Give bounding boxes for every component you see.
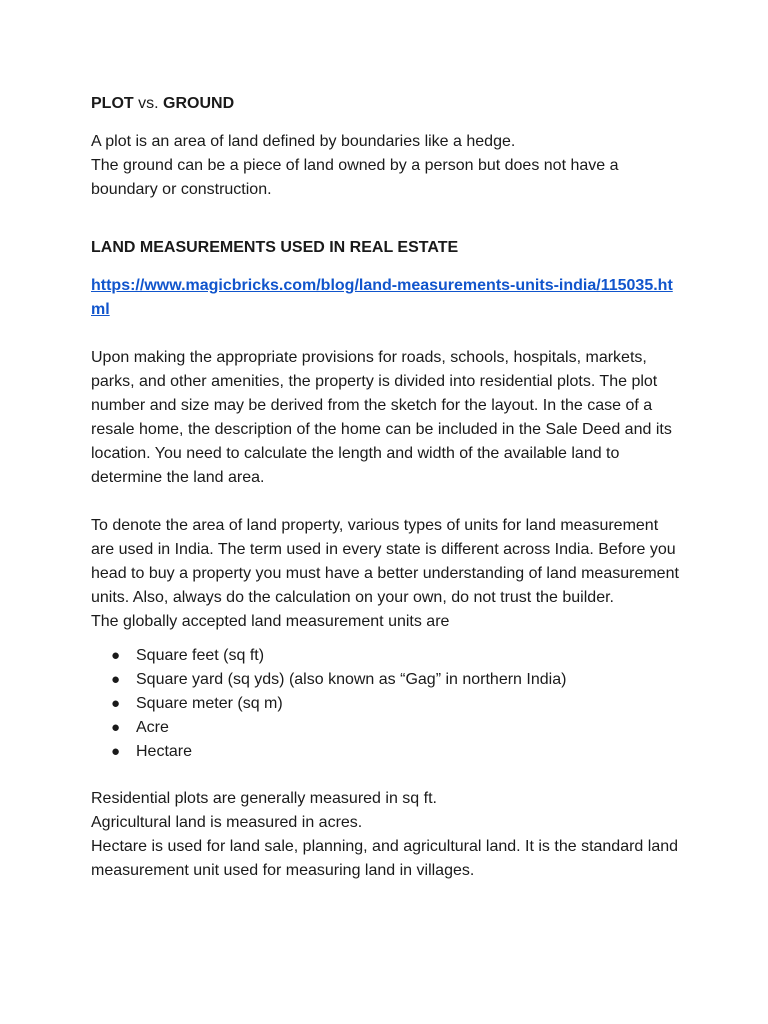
closing-notes — [91, 787, 681, 883]
unit-label: Square yard (sq yds) (also known as “Gag” in northern India) — [136, 671, 567, 688]
document-page — [91, 92, 681, 883]
unit-label: Square meter (sq m) — [136, 695, 283, 712]
unit-label: Hectare — [136, 743, 193, 760]
bullet-icon: ● — [111, 695, 121, 712]
unit-label: Square feet (sq ft) — [136, 647, 265, 664]
agricultural-note: Agricultural land is measured in acres. — [91, 814, 363, 831]
units-list — [91, 644, 681, 764]
plot-definition: A plot is an area of land defined by boundaries like a hedge. — [91, 133, 516, 150]
list-item — [91, 668, 681, 692]
paragraph-units-intro: To denote the area of land property, various types of units for land measurement are used in India. The term used in every state is different across India. Before you head to buy a property you must have a better understanding of land measurement units. Also, always do the calculation on your own, do not trust the builder. — [91, 517, 679, 606]
residential-note: Residential plots are generally measured in sq ft. — [91, 790, 437, 807]
plot-ground-definitions — [91, 130, 681, 202]
heading-ground: GROUND — [163, 95, 235, 112]
heading-plot-vs-ground — [91, 92, 681, 116]
ground-definition: The ground can be a piece of land owned by a person but does not have a boundary or construction. — [91, 157, 619, 198]
magicbricks-link[interactable]: https://www.magicbricks.com/blog/land-measurements-units-india/115035.html — [91, 277, 673, 318]
list-item — [91, 692, 681, 716]
list-item — [91, 644, 681, 668]
bullet-icon: ● — [111, 719, 121, 736]
list-intro: The globally accepted land measurement units are — [91, 613, 450, 630]
list-item — [91, 716, 681, 740]
bullet-icon: ● — [111, 743, 121, 760]
unit-label: Acre — [136, 719, 169, 736]
bullet-icon: ● — [111, 647, 121, 664]
list-item — [91, 740, 681, 764]
heading-vs: vs. — [133, 95, 164, 112]
hectare-note: Hectare is used for land sale, planning, and agricultural land. It is the standard land measurement unit used for measuring land in villages. — [91, 838, 679, 879]
heading-land-measurements: LAND MEASUREMENTS USED IN REAL ESTATE — [91, 239, 459, 256]
heading-plot: PLOT — [91, 95, 134, 112]
paragraph-provisions: Upon making the appropriate provisions for roads, schools, hospitals, markets, parks, and other amenities, the property is divided into residential plots. The plot number and size may be derived from the sketch for the layout. In the case of a resale home, the description of the home can be included in the Sale Deed and its location. You need to calculate the length and width of the available land to determine the land area. — [91, 349, 672, 486]
bullet-icon: ● — [111, 671, 121, 688]
